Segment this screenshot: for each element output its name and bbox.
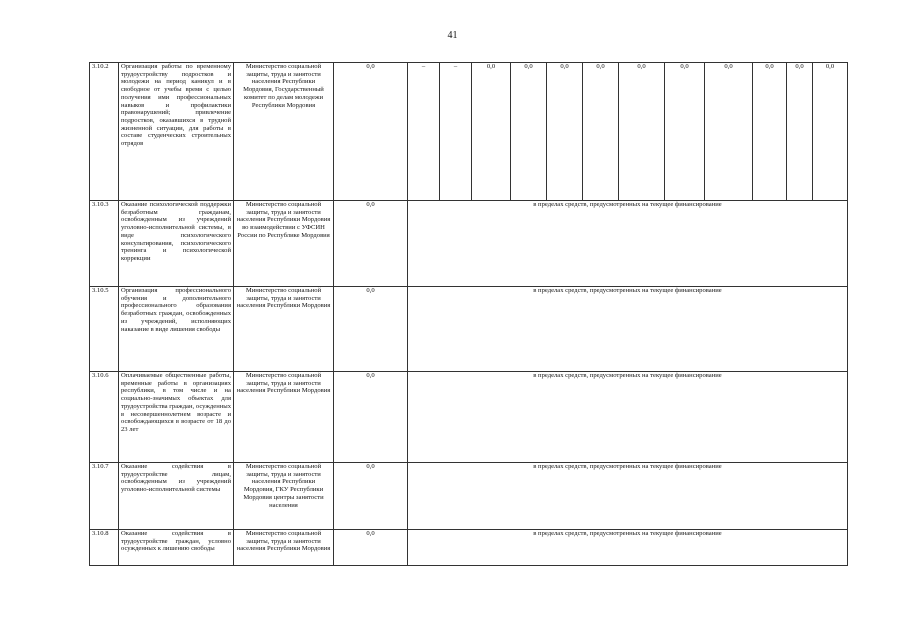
value-cell: 0,0 — [753, 63, 787, 201]
row-executor: Министерство социальной защиты, труда и занятости населения Республики Мордовия — [234, 372, 334, 463]
row-description: Организация работы по временному трудоустройству подростков и молодежи на период каникул и в свободное от учебы время с целью получения ими профессиональных навыков и профилактики правонарушений; привлечение подростков, оказавшихся в трудной жизненной ситуации, для работы в составе студенческих строительных отрядов — [119, 63, 234, 201]
value-cell: 0,0 — [619, 63, 665, 201]
row-total: 0,0 — [334, 287, 408, 372]
table-row — [90, 63, 848, 201]
row-executor: Министерство социальной защиты, труда и занятости населения Республики Мордовия во взаимодействии с УФСИН России по Республике Мордовия — [234, 201, 334, 287]
table-row — [90, 530, 848, 566]
value-cell: – — [408, 63, 440, 201]
value-cell: 0,0 — [511, 63, 547, 201]
funding-note: в пределах средств, предусмотренных на текущее финансирование — [408, 463, 848, 530]
row-description: Оказание содействия в трудоустройстве граждан, условно осужденных к лишению свободы — [119, 530, 234, 566]
row-executor: Министерство социальной защиты, труда и занятости населения Республики Мордовия — [234, 530, 334, 566]
row-total: 0,0 — [334, 372, 408, 463]
row-description: Оказание психологической поддержки безработным гражданам, освобожденным из учреждений уголовно-исполнительной системы, в виде психологического консультирования, психологического тренинга и психологической коррекции — [119, 201, 234, 287]
funding-note: в пределах средств, предусмотренных на текущее финансирование — [408, 372, 848, 463]
value-cell: – — [440, 63, 472, 201]
funding-note: в пределах средств, предусмотренных на текущее финансирование — [408, 530, 848, 566]
table-row — [90, 287, 848, 372]
value-cell: 0,0 — [705, 63, 753, 201]
row-executor: Министерство социальной защиты, труда и занятости населения Республики Мордовия — [234, 287, 334, 372]
row-total: 0,0 — [334, 201, 408, 287]
value-cell: 0,0 — [665, 63, 705, 201]
row-description: Организация профессионального обучения и дополнительного профессионального образования безработных граждан, освобожденных из учреждений, исполняющих наказание в виде лишения свободы — [119, 287, 234, 372]
row-executor: Министерство социальной защиты, труда и занятости населения Республики Мордовия, Государственный комитет по делам молодежи Республики Мордовия — [234, 63, 334, 201]
table-row — [90, 463, 848, 530]
row-code: 3.10.8 — [90, 530, 119, 566]
row-executor: Министерство социальной защиты, труда и занятости населения Республики Мордовия, ГКУ Республики Мордовия центры занятости населения — [234, 463, 334, 530]
funding-note: в пределах средств, предусмотренных на текущее финансирование — [408, 287, 848, 372]
program-activities-table — [89, 62, 848, 566]
row-total: 0,0 — [334, 63, 408, 201]
value-cell: 0,0 — [472, 63, 511, 201]
value-cell: 0,0 — [547, 63, 583, 201]
page-number: 41 — [447, 30, 458, 41]
value-cell: 0,0 — [583, 63, 619, 201]
funding-note: в пределах средств, предусмотренных на текущее финансирование — [408, 201, 848, 287]
value-cell: 0,0 — [787, 63, 813, 201]
row-code: 3.10.3 — [90, 201, 119, 287]
row-description: Оплачиваемые общественные работы, временные работы в организациях республики, в том числе и на социально-значимых объектах для трудоустройства граждан, осужденных в несовершеннолетнем возрасте и освобождающихся в возрасте от 18 до 23 лет — [119, 372, 234, 463]
row-total: 0,0 — [334, 530, 408, 566]
table-row — [90, 372, 848, 463]
table-row — [90, 201, 848, 287]
row-code: 3.10.2 — [90, 63, 119, 201]
value-cell: 0,0 — [813, 63, 848, 201]
row-total: 0,0 — [334, 463, 408, 530]
row-code: 3.10.6 — [90, 372, 119, 463]
row-code: 3.10.7 — [90, 463, 119, 530]
row-code: 3.10.5 — [90, 287, 119, 372]
row-description: Оказание содействия в трудоустройстве лицам, освобожденным из учреждений уголовно-исполнительной системы — [119, 463, 234, 530]
